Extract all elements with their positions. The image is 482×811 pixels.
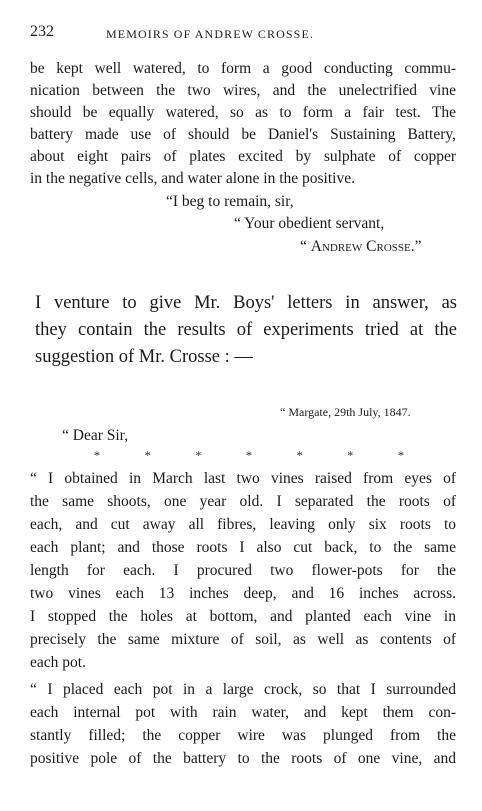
closing-line: “I beg to remain, sir, [166,193,294,210]
letter-date: “ Margate, 29th July, 1847. [280,405,411,419]
asterisk: * [94,448,100,462]
text-line: the same shoots, one year old. I separated the roots of [30,493,456,510]
intro-line: they contain the results of experiments tried at the [35,320,457,340]
text-line: each pot. [30,654,86,671]
asterisk: * [296,448,303,462]
page-number: 232 [30,23,54,40]
asterisk: * [245,448,252,462]
closing-line: “ Your obedient servant, [234,215,385,232]
text-line: each internal pot with rain water, and kept them con- [30,704,456,721]
text-line: nication between the two wires, and the unelectrified vine [30,82,456,99]
text-line: battery made use of should be Daniel's Sustaining Battery, [30,126,456,143]
signature-name: Andrew Crosse [310,238,411,255]
text-line: about eight pairs of plates excited by sulphate of copper [30,148,456,165]
running-title: MEMOIRS OF ANDREW CROSSE. [106,27,314,41]
signature-close-quote: .” [410,238,422,255]
text-line: each plant; and those roots I also cut back, to the same [30,539,456,556]
asterisk: * [195,448,202,462]
text-line: “ I placed each pot in a large crock, so that I surrounded [30,681,456,698]
text-line: in the negative cells, and water alone in the positive. [30,170,355,187]
asterisk-row [94,448,404,462]
salutation: “ Dear Sir, [62,427,129,444]
intro-line: I venture to give Mr. Boys' letters in answer, as [35,293,457,313]
text-line: precisely the same mixture of soil, as well as contents of [30,631,456,648]
text-line: I stopped the holes at bottom, and planted each vine in [30,608,456,625]
signature-open-quote: “ [300,238,311,255]
signature [300,237,422,257]
text-line: “ I obtained in March last two vines raised from eyes of [30,470,456,487]
text-line: positive pole of the battery to the roots of one vine, and [30,750,456,767]
text-line: each, and cut away all fibres, leaving only six roots to [30,516,456,533]
text-line: be kept well watered, to form a good conducting commu- [30,60,456,77]
text-line: should be equally watered, so as to form a fair test. The [30,104,456,121]
text-line: two vines each 13 inches deep, and 16 inches across. [30,585,456,602]
asterisk: * [397,448,404,462]
text-line: stantly filled; the copper wire was plunged from the [30,727,456,744]
intro-line: suggestion of Mr. Crosse : — [35,347,253,367]
asterisk: * [144,448,151,462]
text-line: length for each. I procured two flower-pots for the [30,562,456,579]
asterisk: * [347,448,354,462]
